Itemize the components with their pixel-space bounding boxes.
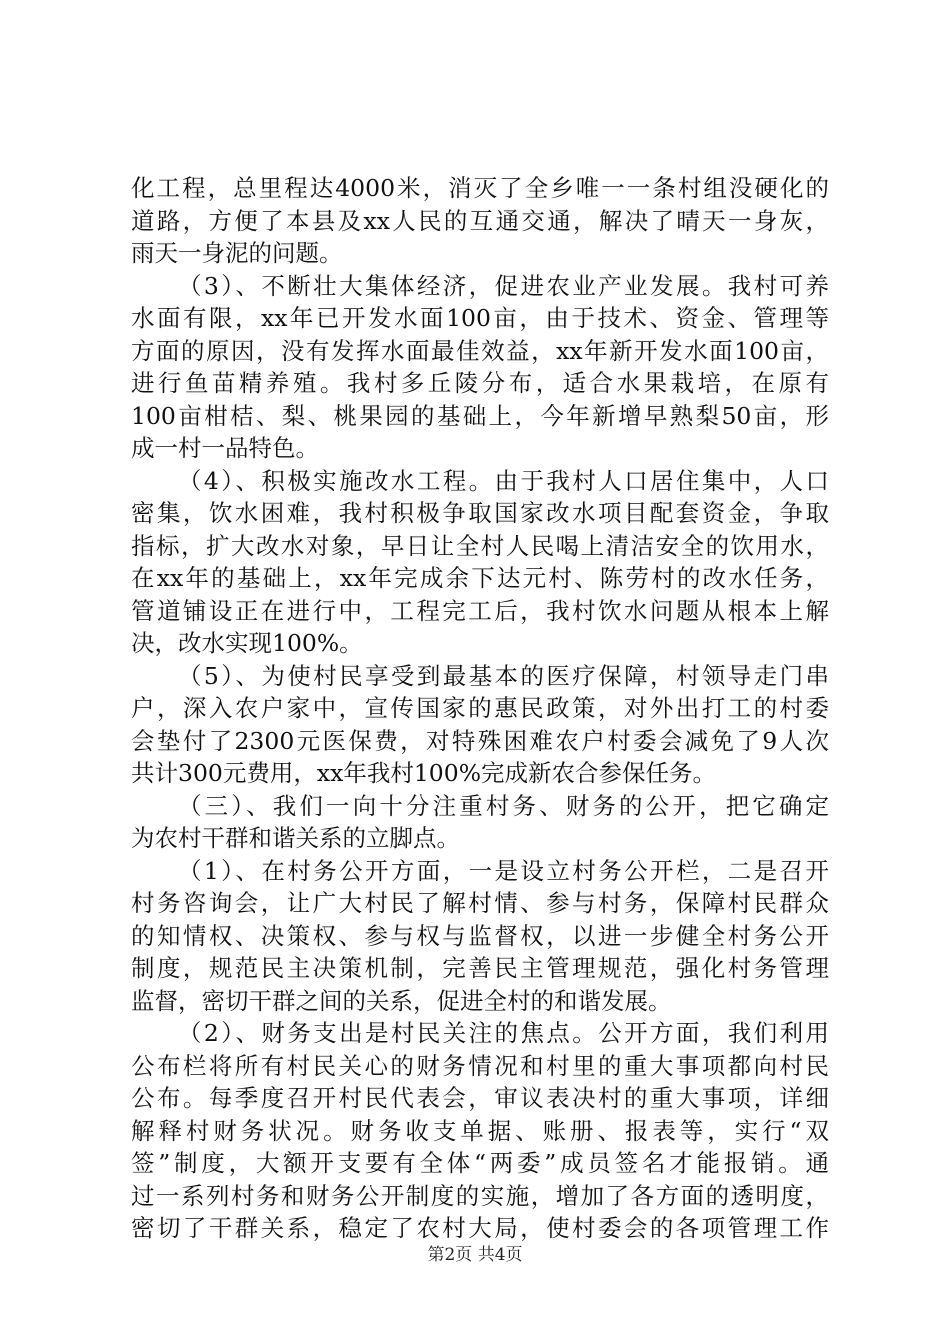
document-body xyxy=(131,172,829,1245)
text-line: 化工程，总里程达4000米，消灭了全乡唯一一条村组没硬化的 xyxy=(131,174,829,202)
text-line: 方面的原因，没有发挥水面最佳效益，xx年新开发水面100亩， xyxy=(131,336,829,365)
text-line: （5）、为使村民享受到最基本的医疗保障，村领导走门串 xyxy=(178,661,829,690)
text-line: 监督，密切干群之间的关系，促进全村的和谐发展。 xyxy=(131,986,672,1015)
text-line: 为农村干群和谐关系的立脚点。 xyxy=(131,824,460,852)
page-footer: 第2页 共4页 xyxy=(427,1245,523,1265)
text-line: （三）、我们一向十分注重村务、财务的公开，把它确定 xyxy=(178,791,829,820)
text-line: 共计300元费用，xx年我村100%完成新农合参保任务。 xyxy=(131,759,717,787)
text-line: （4）、积极实施改水工程。由于我村人口居住集中，人口 xyxy=(178,466,829,495)
text-line: 雨天一身泥的问题。 xyxy=(131,239,343,267)
text-line: （3）、不断壮大集体经济，促进农业产业发展。我村可养 xyxy=(178,271,829,300)
text-line: 成一村一品特色。 xyxy=(131,434,319,462)
text-line: 村务咨询会，让广大村民了解村情、参与村务，保障村民群众 xyxy=(131,889,829,917)
text-line: 会垫付了2300元医保费，对特殊困难农户村委会减免了9人次 xyxy=(131,726,829,755)
text-line: 在xx年的基础上，xx年完成余下达元村、陈劳村的改水任务， xyxy=(131,564,829,592)
text-line: 过一系列村务和财务公开制度的实施，增加了各方面的透明度， xyxy=(131,1181,829,1210)
text-line: 密集，饮水困难，我村积极争取国家改水项目配套资金，争取 xyxy=(131,499,829,527)
text-line: （2）、财务支出是村民关注的焦点。公开方面，我们利用 xyxy=(178,1019,829,1047)
text-line: 公布。每季度召开村民代表会，审议表决村的重大事项，详细 xyxy=(131,1084,829,1112)
text-line: 决，改水实现100%。 xyxy=(131,629,363,657)
text-line: 户，深入农户家中，宣传国家的惠民政策，对外出打工的村委 xyxy=(131,694,829,722)
text-line: 解释村财务状况。财务收支单据、账册、报表等，实行“双 xyxy=(131,1116,829,1145)
text-line: 签”制度，大额开支要有全体“两委”成员签名才能报销。通 xyxy=(131,1149,829,1177)
text-line: 管道铺设正在进行中，工程完工后，我村饮水问题从根本上解 xyxy=(131,596,829,625)
text-line: 100亩柑桔、梨、桃果园的基础上，今年新增早熟梨50亩，形 xyxy=(131,401,829,430)
text-line: （1）、在村务公开方面，一是设立村务公开栏，二是召开 xyxy=(178,856,829,885)
text-line: 公布栏将所有村民关心的财务情况和村里的重大事项都向村民 xyxy=(131,1051,829,1080)
text-line: 的知情权、决策权、参与权与监督权，以进一步健全村务公开 xyxy=(131,921,829,950)
text-line: 进行鱼苗精养殖。我村多丘陵分布，适合水果栽培，在原有 xyxy=(131,369,829,397)
text-line: 制度，规范民主决策机制，完善民主管理规范，强化村务管理 xyxy=(131,954,829,982)
text-line: 指标，扩大改水对象，早日让全村人民喝上清洁安全的饮用水， xyxy=(131,531,829,560)
text-line: 水面有限，xx年已开发水面100亩，由于技术、资金、管理等 xyxy=(131,304,829,332)
text-line: 密切了干群关系，稳定了农村大局，使村委会的各项管理工作 xyxy=(131,1214,829,1242)
text-line: 道路，方便了本县及xx人民的互通交通，解决了晴天一身灰， xyxy=(131,206,829,235)
